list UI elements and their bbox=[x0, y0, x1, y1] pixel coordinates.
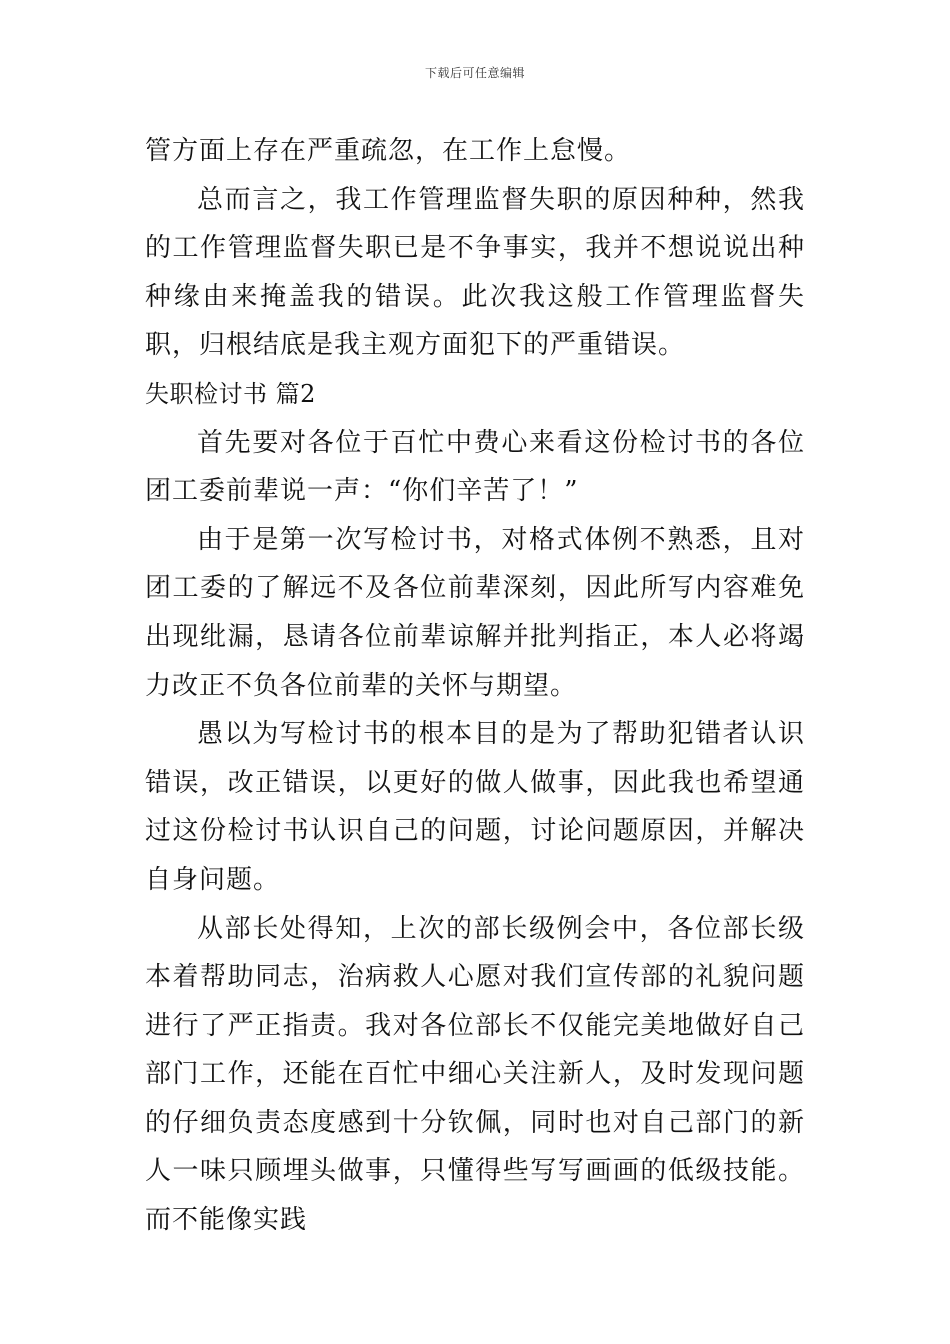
paragraph-first-time: 由于是第一次写检讨书，对格式体例不熟悉，且对团工委的了解远不及各位前辈深刻，因此所写内容难免出现纰漏，恳请各位前辈谅解并批判指正，本人必将竭力改正不负各位前辈的关怀与期望。 bbox=[145, 524, 805, 701]
header-note: 下载后可任意编辑 bbox=[424, 66, 525, 80]
paragraph-summary: 总而言之，我工作管理监督失职的原因种种，然我的工作管理监督失职已是不争事实，我并不想说说出种种缘由来掩盖我的错误。此次我这般工作管理监督失职，归根结底是我主观方面犯下的严重错误。 bbox=[145, 184, 805, 361]
document-body bbox=[145, 127, 805, 1245]
paragraph-greeting: 首先要对各位于百忙中费心来看这份检讨书的各位团工委前辈说一声：“你们辛苦了！” bbox=[145, 427, 805, 507]
paragraph-purpose: 愚以为写检讨书的根本目的是为了帮助犯错者认识错误，改正错误，以更好的做人做事，因此我也希望通过这份检讨书认识自己的问题，讨论问题原因，并解决自身问题。 bbox=[145, 719, 805, 895]
paragraph-continued: 管方面上存在严重疏忽，在工作上怠慢。 bbox=[145, 136, 632, 166]
section-heading: 失职检讨书 篇2 bbox=[145, 379, 316, 408]
paragraph-meeting: 从部长处得知，上次的部长级例会中，各位部长级本着帮助同志，治病救人心愿对我们宣传部的礼貌问题进行了严正指责。我对各位部长不仅能完美地做好自己部门工作，还能在百忙中细心关注新人，及时发现问题的仔细负责态度感到十分钦佩，同时也对自己部门的新人一味只顾埋头做事，只懂得些写写画画的低级技能。而不能像实践 bbox=[145, 913, 805, 1236]
